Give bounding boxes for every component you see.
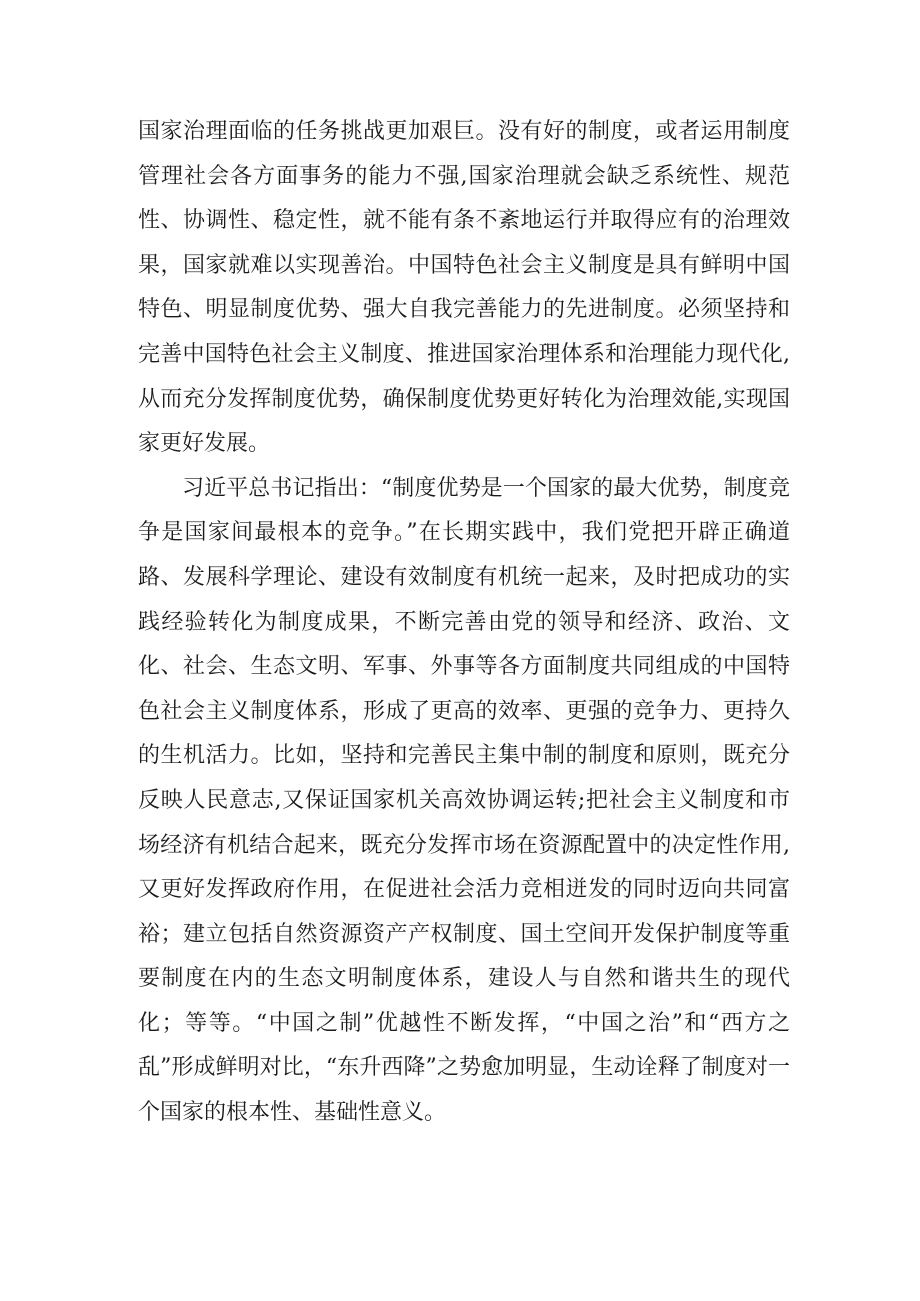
paragraph-2: 习近平总书记指出：“制度优势是一个国家的最大优势，制度竞争是国家间最根本的竞争。”在长期实践中，我们党把开辟正确道路、发展科学理论、建设有效制度有机统一起来，及时把成功的实践经验转化为制度成果，不断完善由党的领导和经济、政治、文化、社会、生态文明、军事、外事等各方面制度共同组成的中国特色社会主义制度体系，形成了更高的效率、更强的竞争力、更持久的生机活力。比如，坚持和完善民主集中制的制度和原则，既充分反映人民意志,又保证国家机关高效协调运转;把社会主义制度和市场经济有机结合起来，既充分发挥市场在资源配置中的决定性作用,又更好发挥政府作用，在促进社会活力竞相迸发的同时迈向共同富裕；建立包括自然资源资产产权制度、国土空间开发保护制度等重要制度在内的生态文明制度体系，建设人与自然和谐共生的现代化；等等。“中国之制”优越性不断发挥，“中国之治”和“西方之乱”形成鲜明对比，“东升西降”之势愈加明显，生动诠释了制度对一个国家的根本性、基础性意义。	[138, 475, 790, 1126]
paragraph-1: 国家治理面临的任务挑战更加艰巨。没有好的制度，或者运用制度管理社会各方面事务的能力不强,国家治理就会缺乏系统性、规范性、协调性、稳定性，就不能有条不紊地运行并取得应有的治理效果，国家就难以实现善治。中国特色社会主义制度是具有鲜明中国特色、明显制度优势、强大自我完善能力的先进制度。必须坚持和完善中国特色社会主义制度、推进国家治理体系和治理能力现代化,从而充分发挥制度优势，确保制度优势更好转化为治理效能,实现国家更好发展。	[138, 119, 790, 457]
body-text	[138, 110, 790, 1136]
